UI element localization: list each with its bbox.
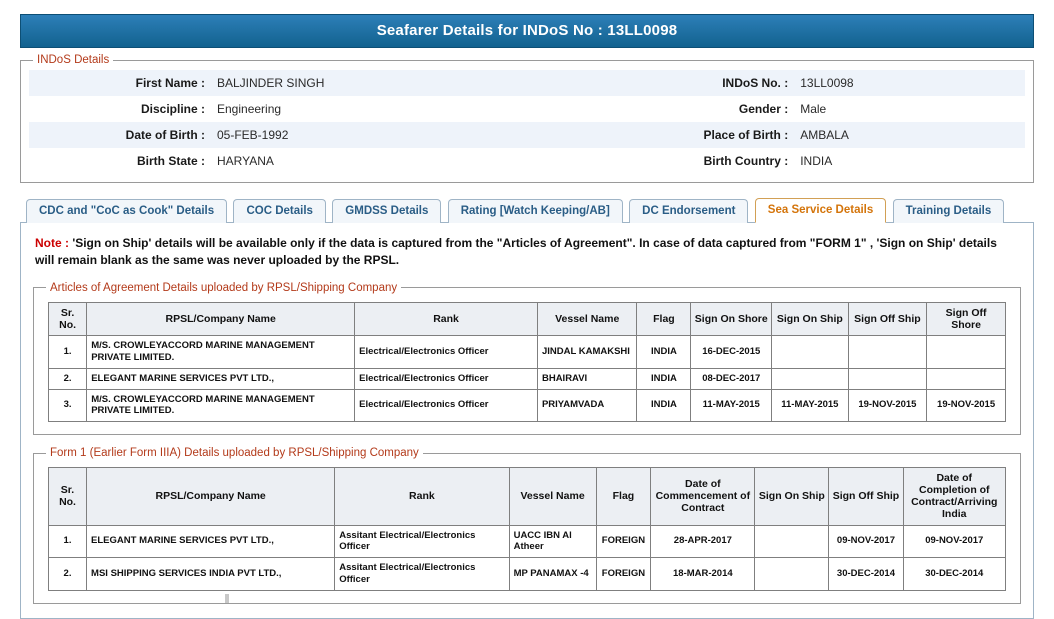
col-date-of-completion: Date of Completion of Contract/Arriving India (903, 468, 1005, 525)
cell-sr-no: 1. (49, 525, 87, 558)
tab-coc-details[interactable]: COC Details (233, 199, 325, 223)
col-vessel-name: Vessel Name (537, 302, 636, 335)
discipline-value: Engineering (217, 102, 282, 116)
cell-sign-on-ship (755, 525, 829, 558)
table-header-row (49, 468, 1006, 525)
note-body: 'Sign on Ship' details will be available only if the data is captured from the "Articles of Agreement". In case of data captured from "FORM 1" , 'Sign on Ship' details will remain blank as the same was never uploaded by the RPSL. (35, 236, 997, 268)
place-of-birth-value: AMBALA (794, 122, 1025, 148)
indos-details-section (20, 54, 1034, 183)
cell-sign-on-shore: 16-DEC-2015 (691, 335, 772, 368)
col-sr-no: Sr. No. (49, 302, 87, 335)
table-row (49, 335, 1006, 368)
birth-state-value: HARYANA (217, 154, 274, 168)
cell-sign-off-ship (848, 368, 927, 389)
gender-label: Gender : (738, 102, 789, 116)
sea-service-details-panel (20, 223, 1034, 619)
col-flag: Flag (637, 302, 691, 335)
articles-of-agreement-section (33, 282, 1021, 436)
page-title: Seafarer Details for INDoS No : 13LL0098 (20, 14, 1034, 48)
indos-details-legend: INDoS Details (37, 54, 110, 66)
tab-training-details[interactable]: Training Details (893, 199, 1005, 223)
cell-sign-on-shore: 11-MAY-2015 (691, 389, 772, 422)
birth-state-label: Birth State : (136, 154, 205, 168)
cell-vessel-name: BHAIRAVI (537, 368, 636, 389)
cell-company-name: MSI SHIPPING SERVICES INDIA PVT LTD., (87, 558, 335, 591)
cell-vessel-name: UACC IBN Al Atheer (509, 525, 596, 558)
cell-sign-on-ship (755, 558, 829, 591)
cell-rank: Electrical/Electronics Officer (355, 368, 538, 389)
table-row (49, 558, 1006, 591)
articles-of-agreement-table (48, 302, 1006, 423)
col-sign-on-ship: Sign On Ship (772, 302, 849, 335)
cell-date-of-commencement: 18-MAR-2014 (651, 558, 755, 591)
tab-sea-service-details[interactable]: Sea Service Details (755, 198, 887, 223)
col-date-of-commencement: Date of Commencement of Contract (651, 468, 755, 525)
cell-sign-off-shore (927, 335, 1006, 368)
table-row (29, 96, 1025, 122)
col-sign-on-shore: Sign On Shore (691, 302, 772, 335)
cell-flag: INDIA (637, 335, 691, 368)
col-company-name: RPSL/Company Name (87, 302, 355, 335)
dob-label: Date of Birth : (29, 122, 211, 148)
col-sign-off-ship: Sign Off Ship (848, 302, 927, 335)
indos-details-table (29, 70, 1025, 174)
cell-company-name: ELEGANT MARINE SERVICES PVT LTD., (87, 525, 335, 558)
col-sign-off-ship: Sign Off Ship (829, 468, 903, 525)
first-name-label: First Name : (29, 70, 211, 96)
indos-no-label: INDoS No. : (632, 70, 794, 96)
cell-date-of-completion: 30-DEC-2014 (903, 558, 1005, 591)
tab-bar (20, 197, 1034, 223)
col-vessel-name: Vessel Name (509, 468, 596, 525)
table-row (49, 368, 1006, 389)
form1-details-table (48, 467, 1006, 591)
tab-gmdss-details[interactable]: GMDSS Details (332, 199, 441, 223)
cell-sr-no: 2. (49, 368, 87, 389)
cell-sign-off-ship: 19-NOV-2015 (848, 389, 927, 422)
cell-flag: FOREIGN (596, 558, 651, 591)
form1-details-section (33, 447, 1021, 604)
articles-of-agreement-legend: Articles of Agreement Details uploaded by RPSL/Shipping Company (50, 281, 398, 294)
cell-sr-no: 3. (49, 389, 87, 422)
cell-date-of-completion: 09-NOV-2017 (903, 525, 1005, 558)
form1-details-table-wrap (42, 463, 1012, 595)
table-row (49, 389, 1006, 422)
col-sign-on-ship: Sign On Ship (755, 468, 829, 525)
cell-flag: INDIA (637, 389, 691, 422)
cell-company-name: M/S. CROWLEYACCORD MARINE MANAGEMENT PRIVATE LIMITED. (87, 335, 355, 368)
place-of-birth-label: Place of Birth : (632, 122, 794, 148)
table-row (29, 122, 1025, 148)
cell-sign-off-shore: 19-NOV-2015 (927, 389, 1006, 422)
page-bottom-marker (225, 594, 229, 603)
articles-of-agreement-table-wrap (42, 298, 1012, 427)
note-text (35, 235, 1019, 270)
birth-country-label: Birth Country : (703, 154, 789, 168)
cell-vessel-name: JINDAL KAMAKSHI (537, 335, 636, 368)
cell-vessel-name: MP PANAMAX -4 (509, 558, 596, 591)
cell-vessel-name: PRIYAMVADA (537, 389, 636, 422)
cell-rank: Electrical/Electronics Officer (355, 389, 538, 422)
col-rank: Rank (355, 302, 538, 335)
indos-no-value: 13LL0098 (794, 70, 1025, 96)
table-row (29, 148, 1025, 174)
cell-sign-off-shore (927, 368, 1006, 389)
birth-country-value: INDIA (800, 154, 833, 168)
col-flag: Flag (596, 468, 651, 525)
cell-flag: FOREIGN (596, 525, 651, 558)
cell-sign-on-shore: 08-DEC-2017 (691, 368, 772, 389)
cell-rank: Assitant Electrical/Electronics Officer (335, 525, 509, 558)
dob-value: 05-FEB-1992 (211, 122, 632, 148)
cell-date-of-commencement: 28-APR-2017 (651, 525, 755, 558)
cell-company-name: ELEGANT MARINE SERVICES PVT LTD., (87, 368, 355, 389)
note-lead: Note : (35, 236, 69, 250)
cell-sign-off-ship: 30-DEC-2014 (829, 558, 903, 591)
tab-dc-endorsement[interactable]: DC Endorsement (629, 199, 748, 223)
table-row (29, 70, 1025, 96)
cell-company-name: M/S. CROWLEYACCORD MARINE MANAGEMENT PRIVATE LIMITED. (87, 389, 355, 422)
cell-sr-no: 2. (49, 558, 87, 591)
first-name-value: BALJINDER SINGH (211, 70, 632, 96)
cell-sr-no: 1. (49, 335, 87, 368)
discipline-label: Discipline : (140, 102, 205, 116)
col-sign-off-shore: Sign Off Shore (927, 302, 1006, 335)
col-rank: Rank (335, 468, 509, 525)
cell-sign-on-ship (772, 335, 849, 368)
tab-rating-watch-keeping-ab[interactable]: Rating [Watch Keeping/AB] (448, 199, 623, 223)
cell-sign-on-ship (772, 368, 849, 389)
cell-sign-off-ship (848, 335, 927, 368)
tab-cdc-and-coc-as-cook-details[interactable]: CDC and "CoC as Cook" Details (26, 199, 227, 223)
form1-details-legend: Form 1 (Earlier Form IIIA) Details uploaded by RPSL/Shipping Company (50, 447, 419, 460)
cell-rank: Electrical/Electronics Officer (355, 335, 538, 368)
table-row (49, 525, 1006, 558)
col-sr-no: Sr. No. (49, 468, 87, 525)
table-header-row (49, 302, 1006, 335)
cell-rank: Assitant Electrical/Electronics Officer (335, 558, 509, 591)
cell-sign-on-ship: 11-MAY-2015 (772, 389, 849, 422)
col-company-name: RPSL/Company Name (87, 468, 335, 525)
cell-sign-off-ship: 09-NOV-2017 (829, 525, 903, 558)
gender-value: Male (800, 102, 827, 116)
cell-flag: INDIA (637, 368, 691, 389)
